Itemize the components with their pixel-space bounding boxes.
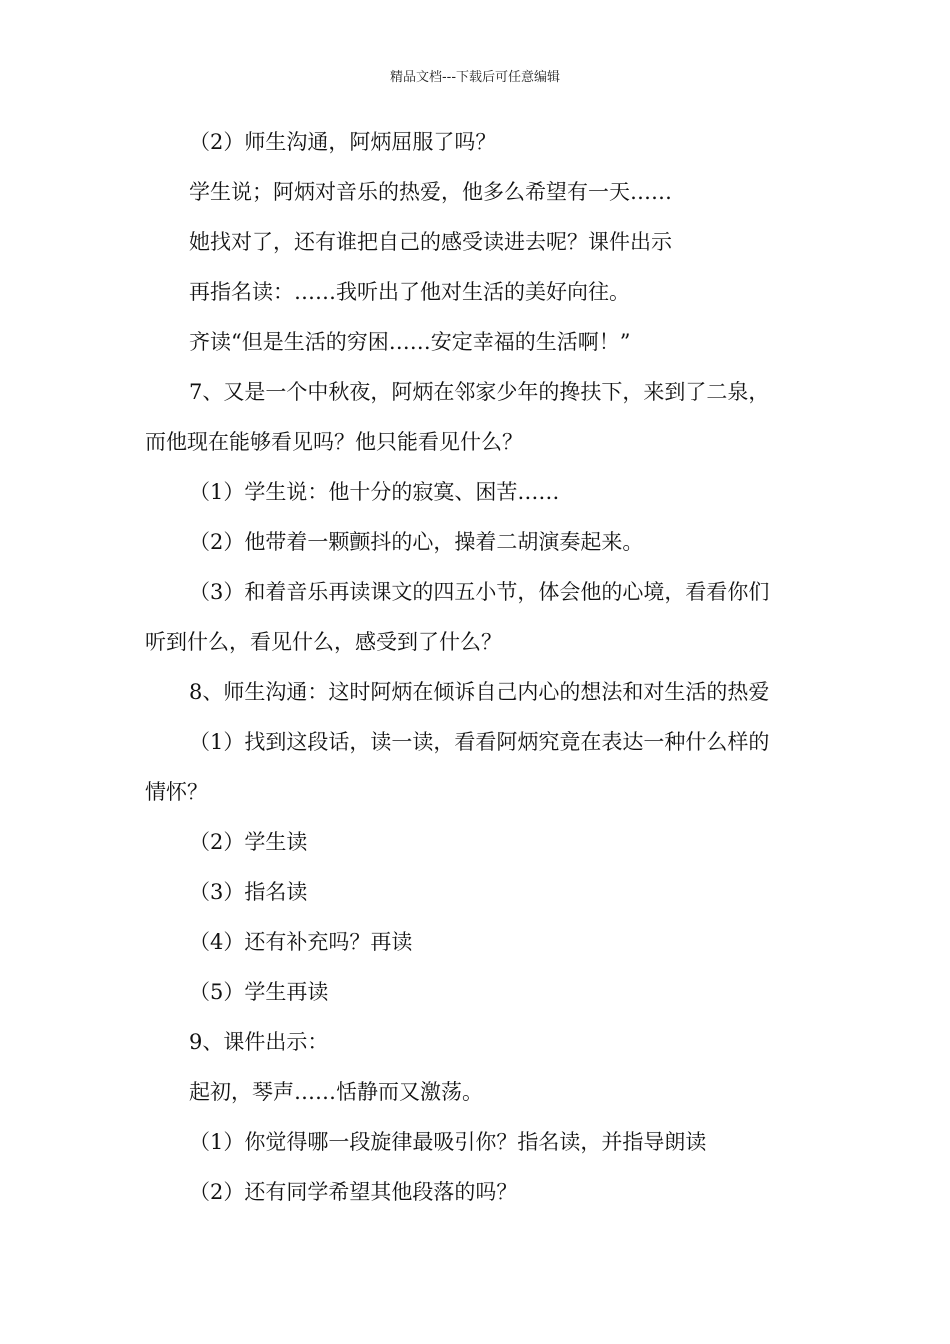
paragraph-line: 9、课件出示：: [189, 1030, 329, 1054]
paragraph-line: （1）找到这段话，读一读，看看阿炳究竟在表达一种什么样的: [189, 730, 770, 754]
document-body: [145, 130, 825, 1230]
paragraph-line: （4）还有补充吗？再读: [189, 930, 413, 954]
paragraph-line: 7、又是一个中秋夜，阿炳在邻家少年的搀扶下，来到了二泉，: [189, 380, 770, 404]
paragraph-line: （1）学生说：他十分的寂寞、困苦……: [189, 480, 560, 504]
paragraph-line: （3）和着音乐再读课文的四五小节，体会他的心境，看看你们: [189, 580, 770, 604]
paragraph-line: （2）他带着一颗颤抖的心，操着二胡演奏起来。: [189, 530, 644, 554]
paragraph-line: （2）学生读: [189, 830, 308, 854]
paragraph-line: 起初，琴声……恬静而又激荡。: [189, 1080, 483, 1104]
paragraph-line: （1）你觉得哪一段旋律最吸引你？指名读，并指导朗读: [189, 1130, 707, 1154]
paragraph-line: （3）指名读: [189, 880, 308, 904]
page-header: 精品文档---下载后可任意编辑: [389, 70, 561, 85]
paragraph-line: （2）还有同学希望其他段落的吗？: [189, 1180, 518, 1204]
paragraph-line: （5）学生再读: [189, 980, 329, 1004]
paragraph-line: 而他现在能够看见吗？他只能看见什么？: [145, 430, 523, 454]
paragraph-line: 学生说；阿炳对音乐的热爱，他多么希望有一天……: [189, 180, 672, 204]
paragraph-line: （2）师生沟通，阿炳屈服了吗？: [189, 130, 497, 154]
paragraph-line: 她找对了，还有谁把自己的感受读进去呢？课件出示: [189, 230, 672, 254]
paragraph-line: 再指名读：……我听出了他对生活的美好向往。: [189, 280, 630, 304]
paragraph-line: 听到什么，看见什么，感受到了什么？: [145, 630, 502, 654]
paragraph-line: 情怀？: [145, 780, 208, 804]
paragraph-line: 8、师生沟通：这时阿炳在倾诉自己内心的想法和对生活的热爱: [189, 680, 770, 704]
paragraph-line: 齐读“但是生活的穷困……安定幸福的生活啊！”: [189, 330, 631, 354]
